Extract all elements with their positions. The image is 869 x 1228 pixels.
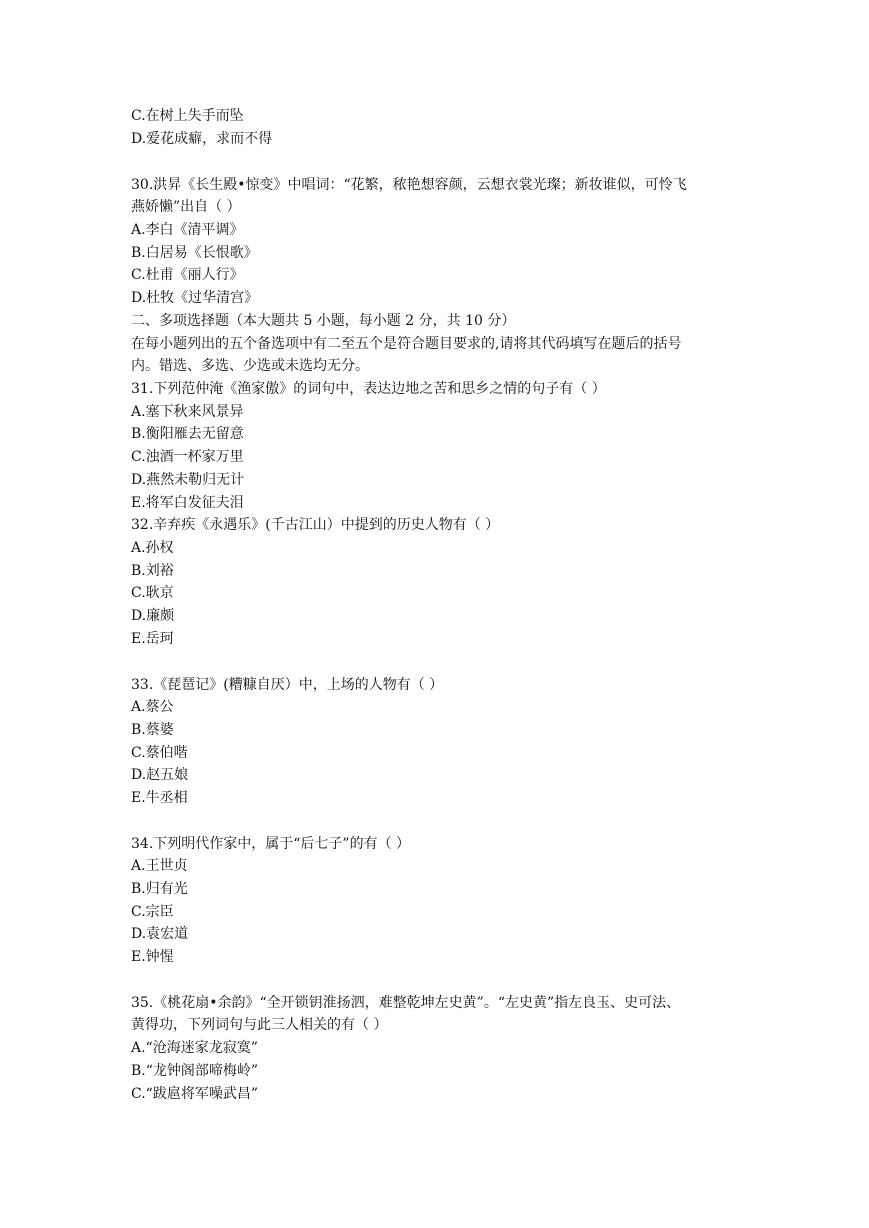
q29-option-d: D.爱花成癖，求而不得 — [131, 131, 273, 147]
q30-stem-line1: 30.洪昇《长生殿•惊变》中唱词：“花繁，秾艳想容颜，云想衣裳光璨；新妆谁似，可怜飞 — [131, 177, 687, 193]
q34-option-e: E.钟惺 — [131, 949, 174, 965]
q30-option-c: C.杜甫《丽人行》 — [131, 267, 244, 283]
q29-option-c: C.在树上失手而坠 — [131, 108, 244, 124]
q35-stem-line2: 黄得功，下列词句与此三人相关的有（ ） — [131, 1017, 388, 1033]
section2-instruction-line2: 内。错选、多选、少选或未选均无分。 — [131, 358, 369, 374]
q30-option-a: A.李白《清平调》 — [131, 222, 244, 238]
q34-option-d: D.袁宏道 — [131, 926, 189, 942]
q31-option-b: B.衡阳雁去无留意 — [131, 426, 244, 442]
q33-option-a: A.蔡公 — [131, 699, 174, 715]
q31-option-a: A.塞下秋来风景异 — [131, 404, 244, 420]
q32-option-e: E.岳珂 — [131, 631, 174, 647]
q35-stem-line1: 35.《桃花扇•余韵》“全开锁钥淮扬泗，难整乾坤左史黄”。“左史黄”指左良玉、史可法、 — [131, 995, 681, 1011]
q32-option-c: C.耿京 — [131, 585, 174, 601]
q34-option-a: A.王世贞 — [131, 858, 188, 874]
section2-instruction-line1: 在每小题列出的五个备选项中有二至五个是符合题目要求的,请将其代码填写在题后的括号 — [131, 336, 682, 352]
q30-option-b: B.白居易《长恨歌》 — [131, 245, 258, 261]
q32-stem: 32.辛弃疾《永遇乐》(千古江山）中提到的历史人物有（ ） — [131, 517, 500, 533]
q31-option-c: C.浊酒一杯家万里 — [131, 449, 244, 465]
q31-option-e: E.将军白发征夫泪 — [131, 495, 244, 511]
q32-option-d: D.廉颇 — [131, 608, 175, 624]
q34-option-b: B.归有光 — [131, 881, 188, 897]
q33-option-d: D.赵五娘 — [131, 767, 189, 783]
q33-option-c: C.蔡伯喈 — [131, 745, 188, 761]
section2-heading: 二、多项选择题（本大题共 5 小题，每小题 2 分，共 10 分） — [131, 313, 516, 329]
q31-option-d: D.燕然未勒归无计 — [131, 472, 245, 488]
q35-option-b: B.“龙钟阁部啼梅岭” — [131, 1063, 259, 1079]
q32-option-a: A.孙权 — [131, 540, 174, 556]
q34-option-c: C.宗臣 — [131, 904, 174, 920]
q30-option-d: D.杜牧《过华清宫》 — [131, 290, 259, 306]
q34-stem: 34.下列明代作家中，属于“后七子”的有（ ） — [131, 836, 411, 852]
q33-option-b: B.蔡婆 — [131, 722, 174, 738]
q35-option-a: A.“沧海迷家龙寂寞” — [131, 1040, 258, 1056]
q31-stem: 31.下列范仲淹《渔家傲》的词句中，表达边地之苦和思乡之情的句子有（ ） — [131, 381, 606, 397]
q30-stem-line2: 燕娇懒”出自（ ） — [131, 199, 241, 215]
q35-option-c: C.“跋扈将军噪武昌” — [131, 1086, 258, 1102]
q33-stem: 33.《琵琶记》(糟糠自厌）中，上场的人物有（ ） — [131, 677, 444, 693]
q32-option-b: B.刘裕 — [131, 563, 174, 579]
q33-option-e: E.牛丞相 — [131, 790, 188, 806]
